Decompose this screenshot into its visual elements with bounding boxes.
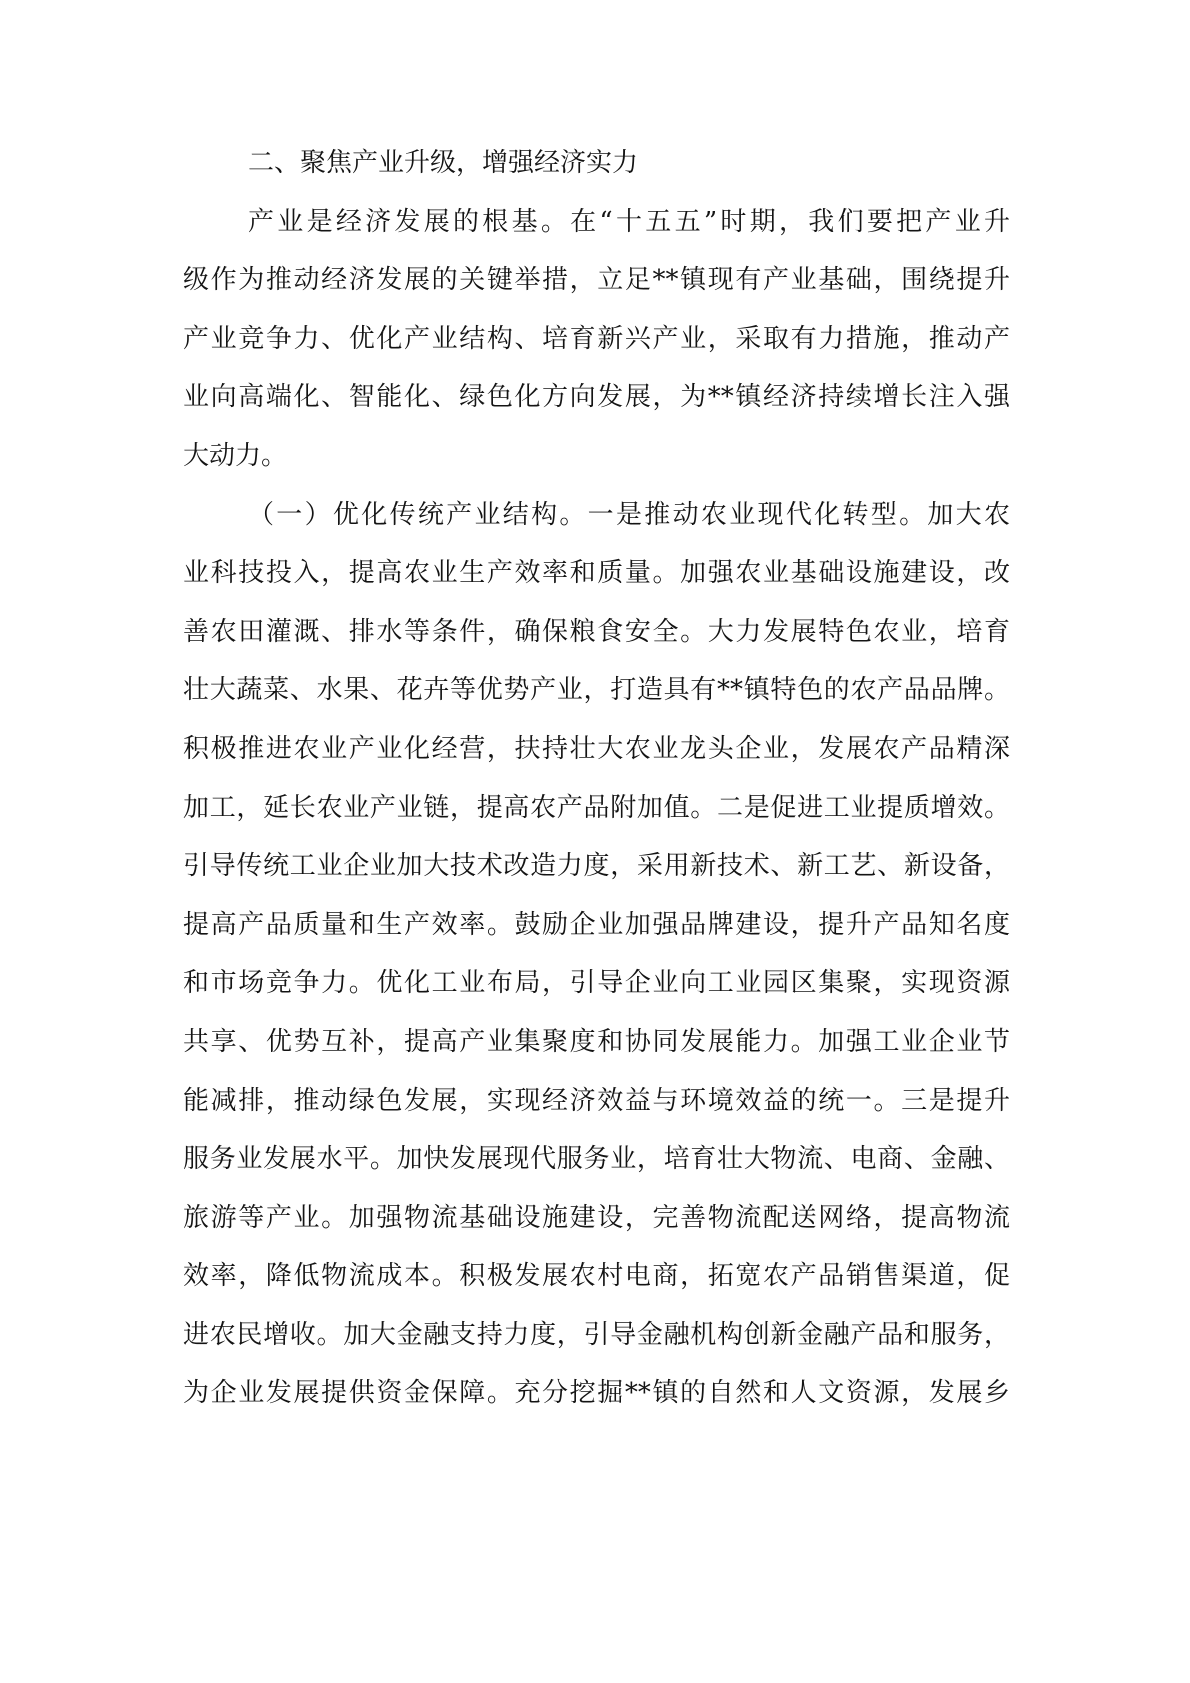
paragraph-line: 大动力。 — [183, 440, 288, 471]
section-heading: 二、聚焦产业升级，增强经济实力 — [248, 148, 639, 178]
paragraph-line: 引导传统工业企业加大技术改造力度，采用新技术、新工艺、新设备， — [183, 851, 1010, 882]
paragraph-line: 效率，降低物流成本。积极发展农村电商，拓宽农产品销售渠道，促 — [183, 1261, 1010, 1292]
paragraph-line: 产业是经济发展的根基。在“十五五”时期，我们要把产业升 — [248, 206, 1010, 237]
paragraph-line: 级作为推动经济发展的关键举措，立足**镇现有产业基础，围绕提升 — [183, 265, 1010, 296]
paragraph-line: 业科技投入，提高农业生产效率和质量。加强农业基础设施建设，改 — [183, 558, 1010, 589]
paragraph-line: 和市场竞争力。优化工业布局，引导企业向工业园区集聚，实现资源 — [183, 968, 1010, 999]
paragraph-line: 旅游等产业。加强物流基础设施建设，完善物流配送网络，提高物流 — [183, 1202, 1010, 1233]
paragraph-line: 善农田灌溉、排水等条件，确保粮食安全。大力发展特色农业，培育 — [183, 616, 1010, 647]
paragraph-line: 服务业发展水平。加快发展现代服务业，培育壮大物流、电商、金融、 — [183, 1144, 1010, 1175]
document-body — [183, 134, 1010, 1423]
paragraph-line: 加工，延长农业产业链，提高农产品附加值。二是促进工业提质增效。 — [183, 792, 1010, 823]
paragraph-line: （一）优化传统产业结构。一是推动农业现代化转型。加大农 — [248, 499, 1010, 530]
paragraph-line: 进农民增收。加大金融支持力度，引导金融机构创新金融产品和服务， — [183, 1319, 1010, 1350]
paragraph-line: 积极推进农业产业化经营，扶持壮大农业龙头企业，发展农产品精深 — [183, 733, 1010, 764]
paragraph-line: 共享、优势互补，提高产业集聚度和协同发展能力。加强工业企业节 — [183, 1026, 1010, 1057]
paragraph-line: 为企业发展提供资金保障。充分挖掘**镇的自然和人文资源，发展乡 — [183, 1378, 1010, 1409]
paragraph-line: 壮大蔬菜、水果、花卉等优势产业，打造具有**镇特色的农产品品牌。 — [183, 675, 1010, 706]
paragraph-line: 能减排，推动绿色发展，实现经济效益与环境效益的统一。三是提升 — [183, 1085, 1010, 1116]
paragraph-line: 产业竞争力、优化产业结构、培育新兴产业，采取有力措施，推动产 — [183, 323, 1010, 354]
paragraph-line: 提高产品质量和生产效率。鼓励企业加强品牌建设，提升产品知名度 — [183, 909, 1010, 940]
paragraph-line: 业向高端化、智能化、绿色化方向发展，为**镇经济持续增长注入强 — [183, 382, 1010, 413]
